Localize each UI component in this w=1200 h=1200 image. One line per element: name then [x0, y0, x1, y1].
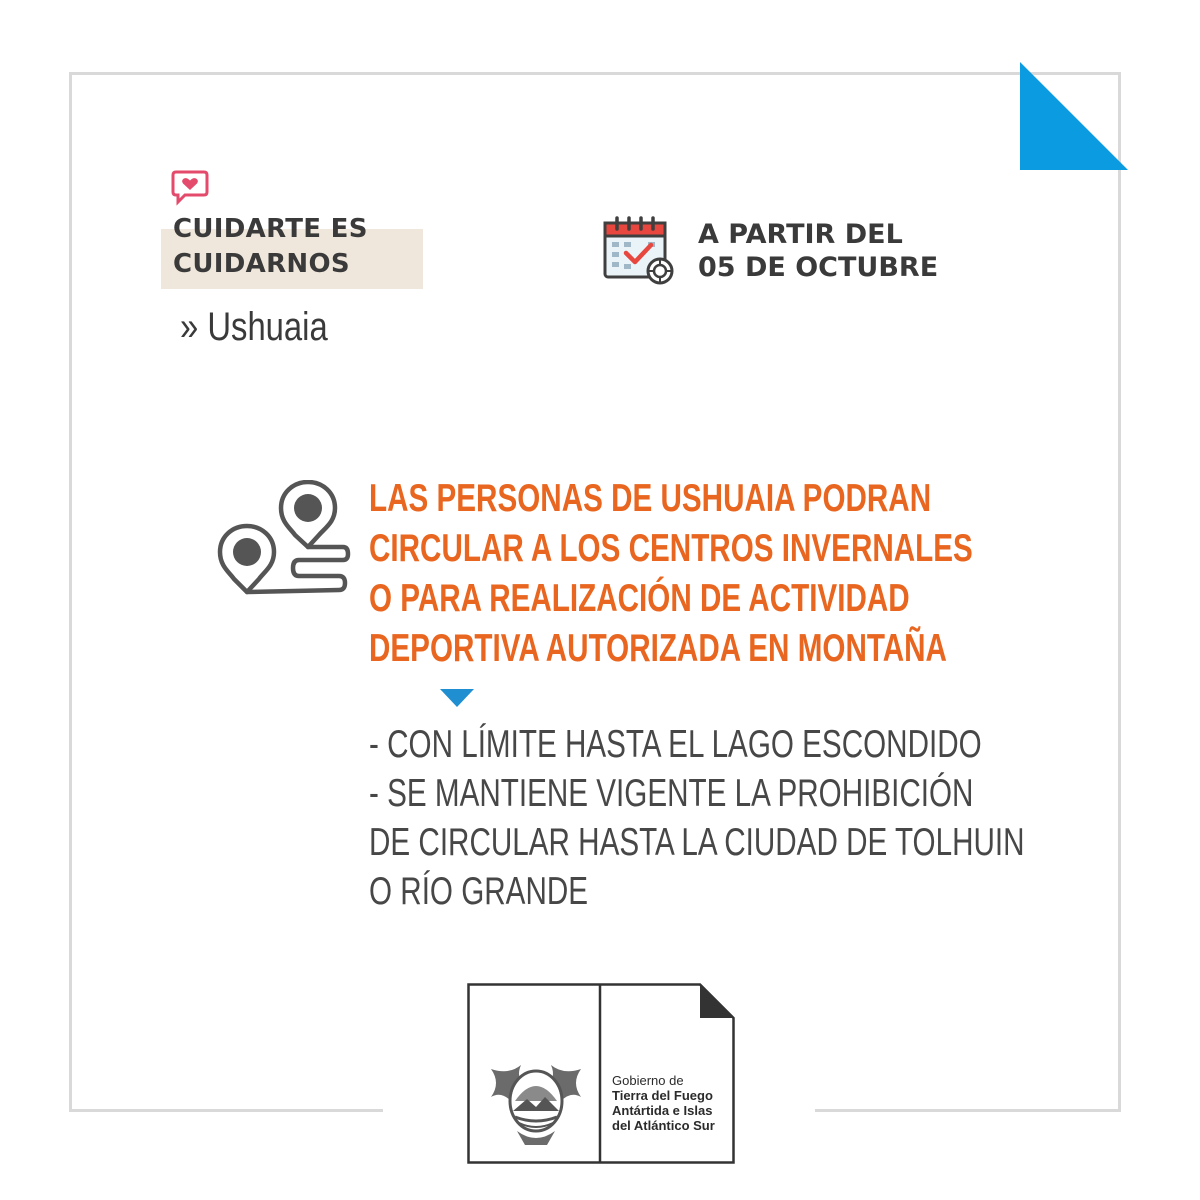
headline-line-1: LAS PERSONAS DE USHUAIA PODRAN: [369, 477, 932, 520]
calendar-check-icon: [602, 215, 676, 287]
detail-line-1: - CON LÍMITE HASTA EL LAGO ESCONDIDO: [369, 723, 982, 766]
details-list: [369, 720, 1025, 916]
headline-line-2: CIRCULAR A LOS CENTROS INVERNALES: [369, 527, 973, 570]
date-line-1: A PARTIR DEL: [698, 219, 903, 250]
brand-line-1: CUIDARTE ES: [173, 214, 368, 244]
location-label: » Ushuaia: [180, 305, 328, 349]
gov-line-4: del Atlántico Sur: [612, 1118, 715, 1133]
headline-line-3: O PARA REALIZACIÓN DE ACTIVIDAD: [369, 577, 910, 620]
gov-line-1: Gobierno de: [612, 1073, 684, 1088]
chat-heart-icon: [171, 170, 209, 206]
headline: [369, 474, 973, 674]
brand-title: [173, 212, 368, 282]
brand-line-2: CUIDARNOS: [173, 249, 350, 279]
gov-line-3: Antártida e Islas: [612, 1103, 713, 1118]
frame-bottom-right: [815, 1109, 1121, 1112]
triangle-down-icon: [440, 689, 474, 707]
start-date: [698, 218, 938, 284]
detail-line-4: O RÍO GRANDE: [369, 870, 589, 913]
government-name: [612, 1073, 715, 1133]
frame-bottom-left: [69, 1109, 383, 1112]
frame-top: [69, 72, 1121, 75]
corner-triangle-decoration: [1020, 62, 1128, 170]
detail-line-3: DE CIRCULAR HASTA LA CIUDAD DE TOLHUIN: [369, 821, 1025, 864]
detail-line-2: - SE MANTIENE VIGENTE LA PROHIBICIÓN: [369, 772, 974, 815]
gov-line-2: Tierra del Fuego: [612, 1088, 713, 1103]
frame-right: [1118, 72, 1121, 1112]
frame-left: [69, 72, 72, 1112]
date-line-2: 05 DE OCTUBRE: [698, 252, 939, 283]
headline-line-4: DEPORTIVA AUTORIZADA EN MONTAÑA: [369, 627, 947, 670]
route-pins-icon: [215, 480, 351, 602]
